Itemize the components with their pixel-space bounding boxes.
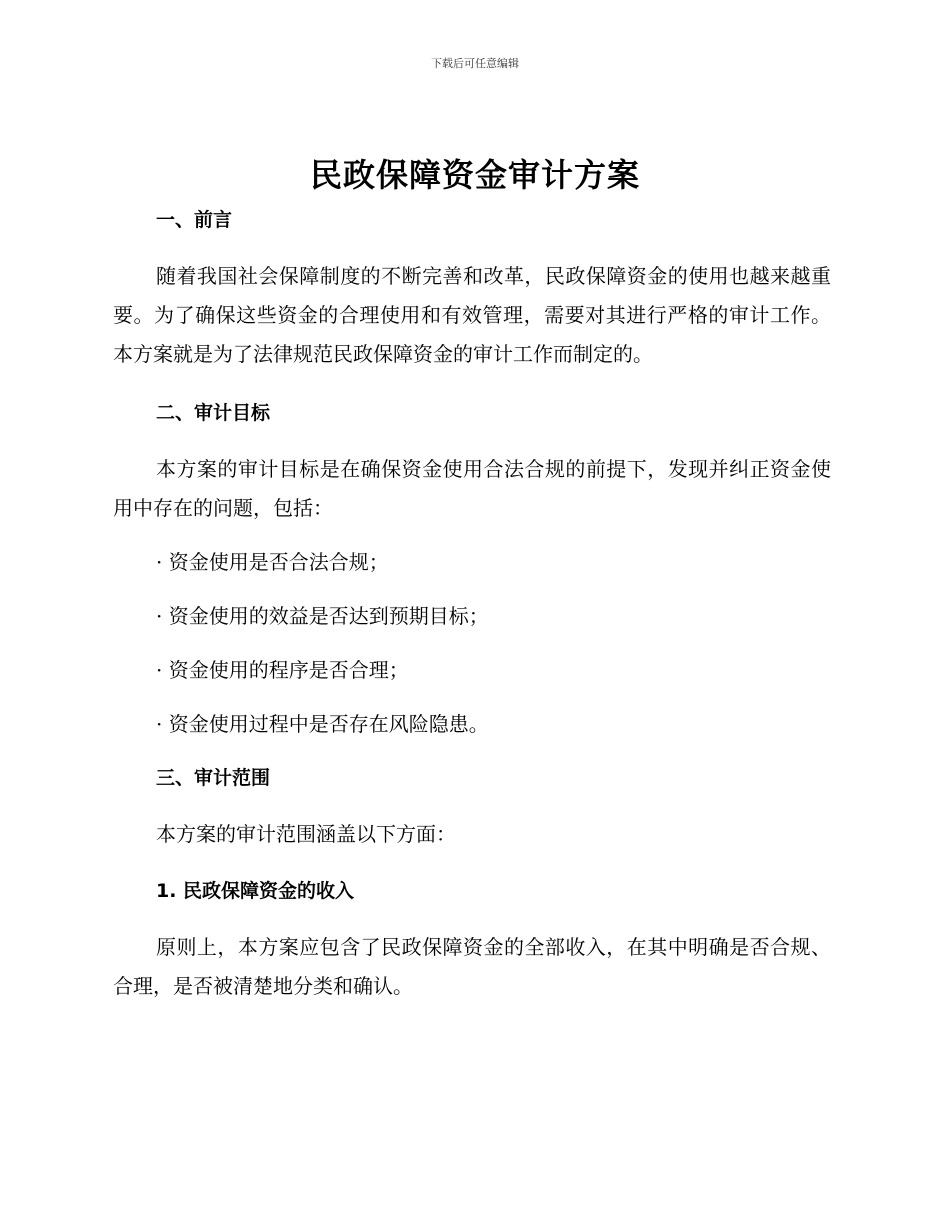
document-title: 民政保障资金审计方案 bbox=[309, 156, 640, 194]
scope-paragraph: 本方案的审计范围涵盖以下方面： bbox=[156, 822, 456, 846]
objectives-paragraph: 本方案的审计目标是在确保资金使用合法合规的前提下，发现并纠正资金使用中存在的问题，包括： bbox=[113, 457, 831, 520]
section-heading-preface: 一、前言 bbox=[156, 209, 233, 231]
document-body bbox=[113, 203, 831, 1006]
scope-subheading-income: 1. 民政保障资金的收入 bbox=[156, 880, 355, 902]
section-heading-scope: 三、审计范围 bbox=[156, 767, 271, 789]
header-note: 下载后可任意编辑 bbox=[431, 57, 519, 70]
list-item: · 资金使用过程中是否存在风险隐患。 bbox=[156, 712, 489, 736]
list-item: · 资金使用的效益是否达到预期目标； bbox=[156, 604, 489, 628]
preface-paragraph: 随着我国社会保障制度的不断完善和改革，民政保障资金的使用也越来越重要。为了确保这些资金的合理使用和有效管理，需要对其进行严格的审计工作。本方案就是为了法律规范民政保障资金的审计工作而制定的。 bbox=[113, 264, 831, 366]
section-heading-objectives: 二、审计目标 bbox=[156, 402, 271, 424]
list-item: · 资金使用是否合法合规； bbox=[156, 550, 389, 574]
objectives-bullet-list bbox=[113, 545, 831, 741]
list-item: · 资金使用的程序是否合理； bbox=[156, 658, 409, 682]
income-paragraph: 原则上，本方案应包含了民政保障资金的全部收入，在其中明确是否合规、合理，是否被清楚地分类和确认。 bbox=[113, 935, 831, 998]
